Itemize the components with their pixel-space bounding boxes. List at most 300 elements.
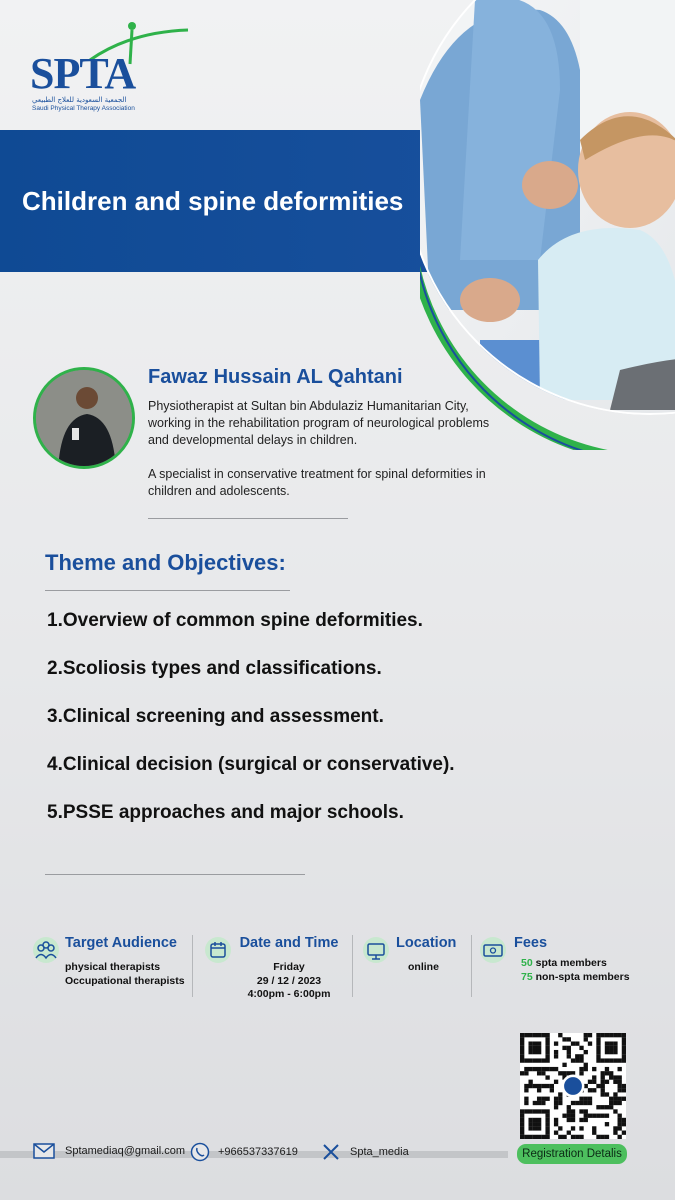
qr-module <box>618 1097 622 1101</box>
qr-module <box>550 1084 554 1088</box>
qr-module <box>613 1126 617 1130</box>
qr-module <box>588 1101 592 1105</box>
qr-module <box>588 1088 592 1092</box>
qr-module <box>558 1097 562 1101</box>
qr-module <box>571 1118 575 1122</box>
qr-module <box>545 1075 549 1079</box>
qr-module <box>579 1058 583 1062</box>
qr-module <box>601 1033 605 1037</box>
mail-icon <box>33 1143 55 1159</box>
qr-module <box>584 1063 588 1067</box>
qr-module <box>567 1114 571 1118</box>
event-date: 29 / 12 / 2023 <box>256 974 322 987</box>
qr-module <box>605 1033 609 1037</box>
qr-module <box>520 1131 524 1135</box>
calendar-icon <box>204 936 232 964</box>
qr-module <box>596 1135 600 1139</box>
qr-module <box>537 1084 541 1088</box>
footer-phone[interactable] <box>190 1142 298 1162</box>
qr-module <box>618 1122 622 1126</box>
monitor-icon <box>362 936 390 964</box>
qr-module <box>520 1118 524 1122</box>
qr-module <box>520 1135 524 1139</box>
qr-module <box>533 1101 537 1105</box>
qr-module <box>567 1105 571 1109</box>
qr-module <box>605 1046 609 1050</box>
qr-module <box>579 1071 583 1075</box>
qr-module <box>554 1118 558 1122</box>
qr-module <box>554 1080 558 1084</box>
qr-module <box>567 1071 571 1075</box>
objective-item: 1.Overview of common spine deformities. <box>47 610 423 631</box>
qr-module <box>579 1109 583 1113</box>
objectives-list <box>47 610 647 850</box>
qr-module <box>605 1105 609 1109</box>
qr-module <box>605 1050 609 1054</box>
qr-module <box>588 1033 592 1037</box>
speaker-name: Fawaz Hussain AL Qahtani <box>148 366 403 388</box>
qr-module <box>528 1126 532 1130</box>
qr-module <box>537 1135 541 1139</box>
qr-module <box>524 1135 528 1139</box>
qr-module <box>558 1101 562 1105</box>
qr-module <box>622 1050 626 1054</box>
qr-module <box>592 1126 596 1130</box>
qr-module <box>605 1114 609 1118</box>
qr-module <box>584 1118 588 1122</box>
qr-module <box>520 1058 524 1062</box>
qr-module <box>524 1071 528 1075</box>
qr-module <box>605 1041 609 1045</box>
qr-module <box>601 1135 605 1139</box>
qr-module <box>609 1050 613 1054</box>
qr-module <box>613 1080 617 1084</box>
qr-module <box>613 1109 617 1113</box>
qr-module <box>545 1046 549 1050</box>
qr-module <box>579 1118 583 1122</box>
qr-module <box>605 1092 609 1096</box>
qr-module <box>520 1122 524 1126</box>
date-time-box <box>238 935 340 1002</box>
qr-module <box>537 1101 541 1105</box>
speaker-bio <box>148 398 493 500</box>
qr-module <box>524 1097 528 1101</box>
fees-box <box>514 935 654 984</box>
qr-module <box>588 1080 592 1084</box>
qr-module <box>588 1114 592 1118</box>
qr-module <box>618 1101 622 1105</box>
event-day: Friday <box>273 961 305 973</box>
qr-module <box>554 1122 558 1126</box>
qr-module <box>596 1084 600 1088</box>
qr-module <box>528 1135 532 1139</box>
logo-wordmark: SPTA <box>30 49 136 98</box>
qr-module <box>613 1075 617 1079</box>
info-separator <box>352 935 353 997</box>
theme-title: Theme and Objectives: <box>45 550 286 575</box>
footer-social[interactable] <box>322 1143 409 1161</box>
qr-module <box>571 1041 575 1045</box>
qr-module <box>524 1109 528 1113</box>
fee-member <box>521 957 654 971</box>
fee-nonmember-price: 75 <box>521 970 533 983</box>
qr-module <box>605 1071 609 1075</box>
qr-module <box>592 1067 596 1071</box>
qr-module <box>533 1084 537 1088</box>
audience-line: physical therapists <box>65 961 161 973</box>
qr-module <box>528 1109 532 1113</box>
divider <box>45 874 305 875</box>
qr-module <box>571 1126 575 1130</box>
qr-module <box>520 1071 524 1075</box>
qr-module <box>622 1033 626 1037</box>
qr-module <box>545 1126 549 1130</box>
qr-module <box>609 1105 613 1109</box>
objective-item: 2.Scoliosis types and classifications. <box>47 658 382 679</box>
qr-module <box>524 1067 528 1071</box>
qr-module <box>554 1101 558 1105</box>
qr-module <box>533 1041 537 1045</box>
qr-module <box>601 1080 605 1084</box>
qr-module <box>562 1071 566 1075</box>
qr-module <box>554 1041 558 1045</box>
qr-module <box>537 1046 541 1050</box>
phone-text: +966537337619 <box>218 1146 298 1158</box>
event-time: 4:00pm - 6:00pm <box>247 988 331 1000</box>
social-handle: Spta_media <box>350 1146 409 1158</box>
qr-module <box>520 1041 524 1045</box>
qr-module <box>558 1033 562 1037</box>
qr-module <box>584 1037 588 1041</box>
qr-module <box>588 1041 592 1045</box>
qr-module <box>618 1075 622 1079</box>
qr-module <box>520 1126 524 1130</box>
qr-module <box>613 1101 617 1105</box>
qr-module <box>545 1058 549 1062</box>
qr-module <box>545 1041 549 1045</box>
speaker-portrait <box>36 370 135 469</box>
email-text: Sptamediaq@gmail.com <box>65 1145 185 1157</box>
qr-module <box>622 1054 626 1058</box>
qr-module <box>609 1071 613 1075</box>
qr-module <box>618 1058 622 1062</box>
registration-details-badge[interactable]: Registration Detalis <box>517 1144 627 1164</box>
qr-module <box>575 1101 579 1105</box>
qr-module <box>601 1105 605 1109</box>
qr-module <box>609 1101 613 1105</box>
qr-module <box>567 1046 571 1050</box>
qr-module <box>524 1084 528 1088</box>
qr-module <box>618 1126 622 1130</box>
qr-module <box>537 1067 541 1071</box>
qr-module <box>537 1058 541 1062</box>
qr-module <box>528 1041 532 1045</box>
qr-module <box>541 1084 545 1088</box>
qr-module <box>622 1122 626 1126</box>
qr-module <box>545 1122 549 1126</box>
qr-module <box>613 1058 617 1062</box>
qr-module <box>584 1050 588 1054</box>
objective-item: 4.Clinical decision (surgical or conservative). <box>47 754 455 775</box>
qr-module <box>533 1058 537 1062</box>
qr-module <box>554 1067 558 1071</box>
qr-module <box>601 1092 605 1096</box>
qr-module <box>554 1050 558 1054</box>
qr-module <box>550 1088 554 1092</box>
qr-module <box>528 1080 532 1084</box>
qr-module <box>537 1118 541 1122</box>
audience-line: Occupational therapists <box>65 974 185 987</box>
qr-module <box>571 1114 575 1118</box>
qr-module <box>571 1058 575 1062</box>
qr-module <box>584 1101 588 1105</box>
x-twitter-icon <box>322 1143 340 1161</box>
qr-module <box>609 1041 613 1045</box>
divider <box>45 590 290 591</box>
qr-module <box>596 1046 600 1050</box>
qr-module <box>575 1041 579 1045</box>
qr-module <box>579 1097 583 1101</box>
qr-module <box>596 1058 600 1062</box>
qr-module <box>528 1058 532 1062</box>
speaker-bio-paragraph: Physiotherapist at Sultan bin Abdulaziz Humanitarian City, working in the rehabilitation program of neurological problems and developmental delays in children. <box>148 399 490 447</box>
qr-module <box>596 1037 600 1041</box>
qr-module <box>562 1063 566 1067</box>
qr-module <box>562 1037 566 1041</box>
qr-module <box>528 1046 532 1050</box>
title-banner <box>0 130 440 272</box>
qr-module <box>609 1097 613 1101</box>
qr-module <box>554 1131 558 1135</box>
qr-module <box>579 1135 583 1139</box>
qr-module <box>571 1109 575 1113</box>
info-separator <box>471 935 472 997</box>
qr-module <box>545 1097 549 1101</box>
qr-module <box>622 1097 626 1101</box>
qr-module <box>541 1109 545 1113</box>
qr-module <box>541 1058 545 1062</box>
speaker-bio-paragraph: A specialist in conservative treatment for spinal deformities in children and adolescents. <box>148 467 486 498</box>
qr-module <box>622 1118 626 1122</box>
qr-module <box>609 1046 613 1050</box>
qr-module <box>545 1054 549 1058</box>
qr-module <box>533 1135 537 1139</box>
qr-module <box>554 1054 558 1058</box>
fees-title: Fees <box>514 935 548 951</box>
qr-module <box>533 1067 537 1071</box>
qr-module <box>618 1088 622 1092</box>
qr-module <box>545 1050 549 1054</box>
qr-module <box>605 1080 609 1084</box>
qr-module <box>592 1114 596 1118</box>
fee-nonmember-label: non-spta members <box>535 970 630 983</box>
qr-module <box>575 1054 579 1058</box>
logo-english-name: Saudi Physical Therapy Association <box>32 105 135 112</box>
qr-module <box>613 1041 617 1045</box>
qr-module <box>592 1080 596 1084</box>
qr-module <box>567 1109 571 1113</box>
qr-module <box>613 1097 617 1101</box>
qr-module <box>622 1131 626 1135</box>
qr-module <box>613 1092 617 1096</box>
qr-module <box>545 1135 549 1139</box>
qr-module <box>622 1058 626 1062</box>
info-separator <box>192 935 193 997</box>
qr-module <box>558 1071 562 1075</box>
qr-module <box>537 1033 541 1037</box>
qr-module <box>524 1058 528 1062</box>
qr-module <box>524 1033 528 1037</box>
qr-module <box>609 1033 613 1037</box>
registration-qr-code[interactable] <box>520 1033 626 1139</box>
qr-module <box>601 1084 605 1088</box>
qr-module <box>545 1131 549 1135</box>
qr-module <box>601 1088 605 1092</box>
qr-module <box>596 1033 600 1037</box>
qr-module <box>622 1046 626 1050</box>
whatsapp-icon <box>190 1142 210 1162</box>
qr-module <box>609 1058 613 1062</box>
qr-module <box>588 1097 592 1101</box>
qr-module <box>528 1084 532 1088</box>
spta-logo <box>30 20 180 110</box>
logo-arabic-name: الجمعية السعودية للعلاج الطبيعي <box>32 96 127 104</box>
speaker-avatar <box>33 367 135 469</box>
location-title: Location <box>396 935 457 951</box>
qr-module <box>528 1033 532 1037</box>
qr-module <box>622 1088 626 1092</box>
footer-email[interactable] <box>33 1143 185 1159</box>
qr-module <box>537 1071 541 1075</box>
objective-item: 3.Clinical screening and assessment. <box>47 706 384 727</box>
qr-module <box>592 1131 596 1135</box>
qr-module <box>584 1067 588 1071</box>
qr-module <box>567 1118 571 1122</box>
divider <box>148 518 348 519</box>
qr-module <box>533 1046 537 1050</box>
qr-module <box>575 1058 579 1062</box>
qr-module <box>545 1084 549 1088</box>
target-audience-box <box>65 935 185 988</box>
qr-module <box>613 1131 617 1135</box>
qr-module <box>537 1088 541 1092</box>
qr-module <box>537 1041 541 1045</box>
qr-module <box>571 1135 575 1139</box>
qr-module <box>562 1135 566 1139</box>
qr-module <box>545 1067 549 1071</box>
qr-module <box>579 1101 583 1105</box>
qr-module <box>601 1114 605 1118</box>
qr-module <box>567 1037 571 1041</box>
qr-module <box>622 1084 626 1088</box>
qr-module <box>601 1075 605 1079</box>
target-audience-title: Target Audience <box>65 935 177 951</box>
qr-module <box>520 1109 524 1113</box>
date-time-title: Date and Time <box>239 935 339 951</box>
qr-module <box>520 1046 524 1050</box>
qr-module <box>592 1088 596 1092</box>
page-title: Children and spine deformities <box>22 185 404 216</box>
qr-module <box>605 1135 609 1139</box>
fee-nonmember <box>521 971 654 985</box>
qr-module <box>533 1122 537 1126</box>
qr-module <box>579 1046 583 1050</box>
qr-module <box>558 1092 562 1096</box>
money-icon <box>479 936 507 964</box>
qr-module <box>533 1126 537 1130</box>
qr-module <box>618 1114 622 1118</box>
qr-module <box>596 1105 600 1109</box>
qr-module <box>584 1114 588 1118</box>
qr-module <box>541 1071 545 1075</box>
fee-member-label: spta members <box>535 957 607 969</box>
qr-module <box>622 1041 626 1045</box>
qr-module <box>520 1050 524 1054</box>
qr-module <box>528 1067 532 1071</box>
qr-module <box>613 1046 617 1050</box>
qr-module <box>528 1122 532 1126</box>
qr-module <box>524 1101 528 1105</box>
qr-module <box>575 1135 579 1139</box>
qr-module <box>545 1037 549 1041</box>
qr-module <box>609 1075 613 1079</box>
qr-module <box>541 1135 545 1139</box>
location-value: online <box>408 961 439 973</box>
qr-module <box>537 1109 541 1113</box>
qr-module <box>545 1118 549 1122</box>
qr-module <box>618 1084 622 1088</box>
qr-module <box>579 1067 583 1071</box>
qr-module <box>524 1088 528 1092</box>
qr-module <box>567 1054 571 1058</box>
qr-module <box>537 1122 541 1126</box>
qr-module <box>618 1067 622 1071</box>
qr-module <box>537 1050 541 1054</box>
qr-module <box>605 1067 609 1071</box>
qr-module <box>596 1041 600 1045</box>
qr-module <box>601 1058 605 1062</box>
qr-module <box>584 1109 588 1113</box>
qr-module <box>601 1071 605 1075</box>
qr-module <box>520 1037 524 1041</box>
qr-module <box>533 1050 537 1054</box>
qr-module <box>618 1135 622 1139</box>
qr-module <box>558 1135 562 1139</box>
qr-module <box>618 1033 622 1037</box>
qr-module <box>584 1097 588 1101</box>
qr-module <box>571 1101 575 1105</box>
qr-module <box>579 1126 583 1130</box>
qr-module <box>584 1033 588 1037</box>
qr-module <box>592 1075 596 1079</box>
qr-module <box>596 1114 600 1118</box>
objective-item: 5.PSSE approaches and major schools. <box>47 802 404 823</box>
qr-module <box>550 1067 554 1071</box>
qr-module <box>520 1114 524 1118</box>
qr-module <box>596 1054 600 1058</box>
qr-module <box>554 1105 558 1109</box>
qr-module <box>579 1054 583 1058</box>
qr-module <box>541 1101 545 1105</box>
qr-module <box>567 1050 571 1054</box>
qr-module <box>528 1118 532 1122</box>
qr-module <box>533 1033 537 1037</box>
qr-module <box>554 1097 558 1101</box>
qr-module <box>562 1046 566 1050</box>
qr-module <box>533 1118 537 1122</box>
qr-module <box>541 1067 545 1071</box>
qr-module <box>545 1033 549 1037</box>
